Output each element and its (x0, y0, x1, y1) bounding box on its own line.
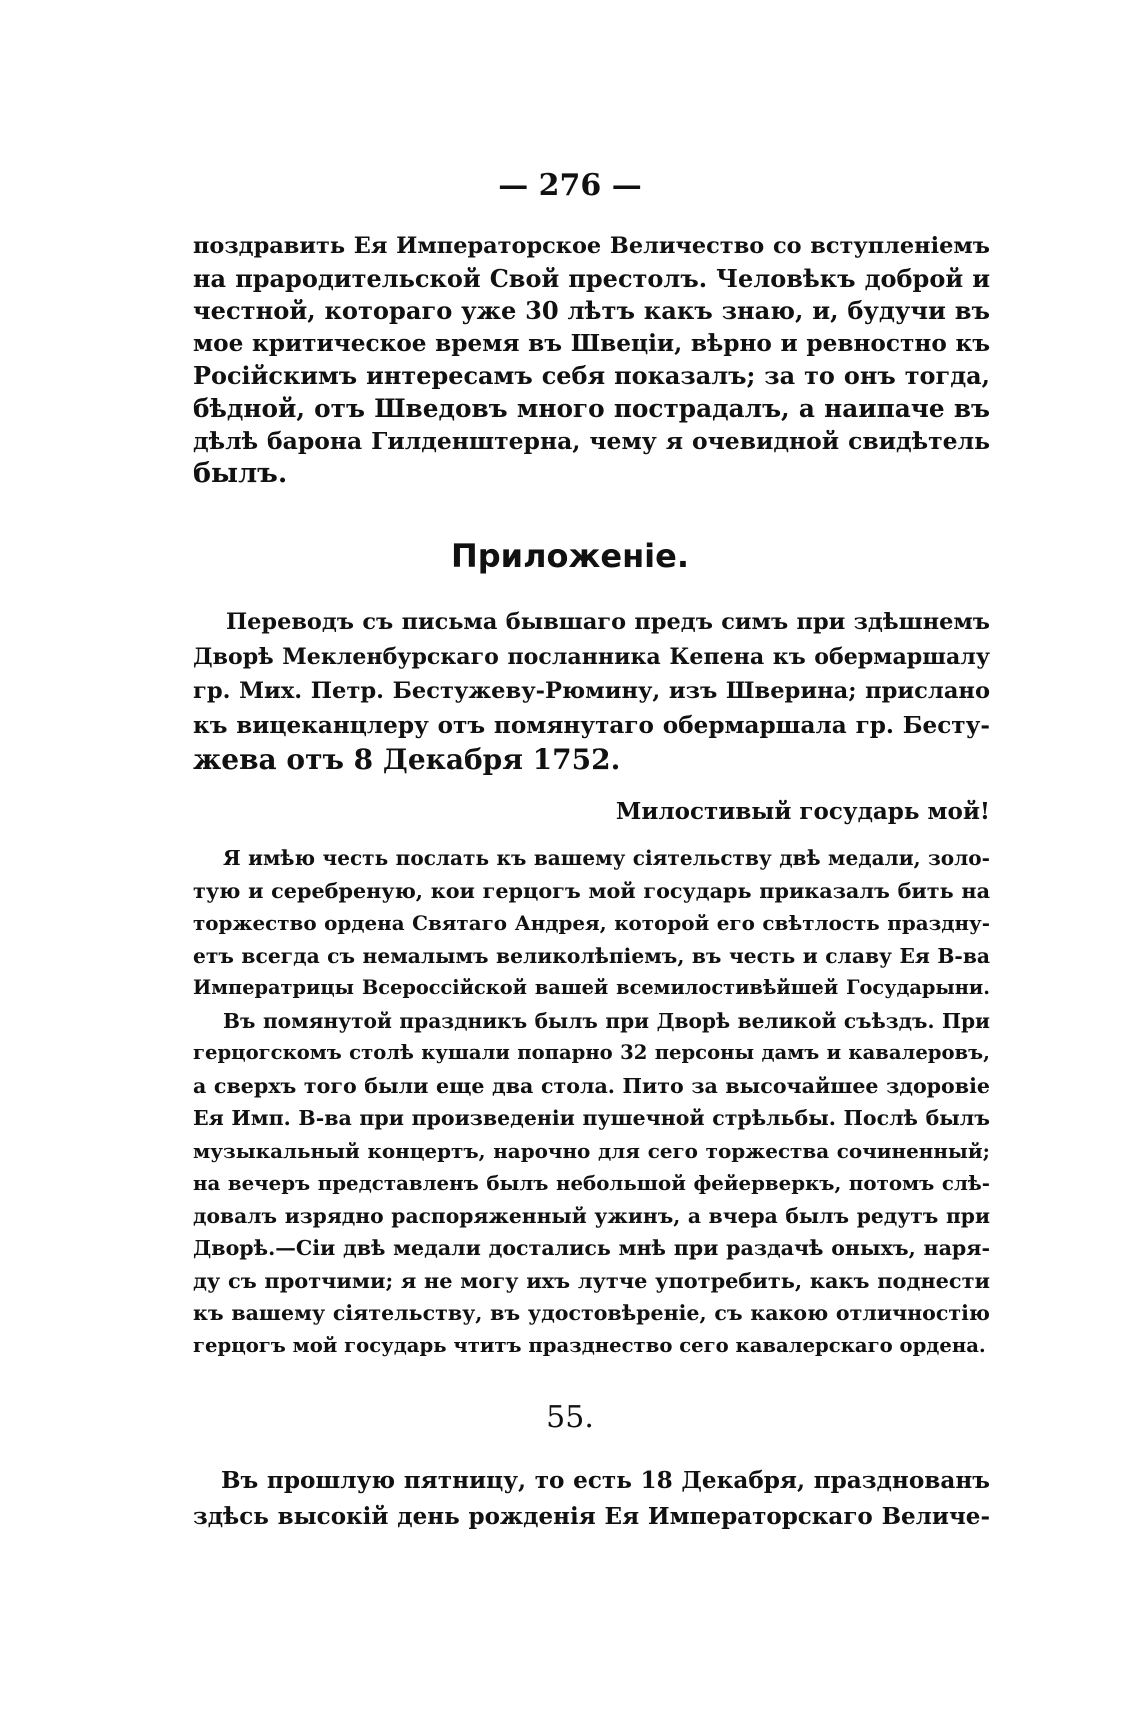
text-line: поздравить Ея Императорское Величество со вступленіемъ (193, 233, 990, 259)
letter-salutation (193, 797, 990, 827)
text-line: гр. Мих. Петр. Бестужеву-Рюмину, изъ Шверина; прислано (193, 678, 990, 704)
text-line: былъ. (193, 457, 288, 489)
text-line: Російскимъ интересамъ себя показалъ; за то онъ тогда, (193, 362, 990, 390)
letter-body (193, 842, 990, 1362)
text-line: Въ прошлую пятницу, то есть 18 Декабря, празднованъ (221, 1467, 990, 1494)
text-line: музыкальный концертъ, нарочно для сего торжества сочиненный; (193, 1138, 990, 1163)
text-line: етъ всегда съ немалымъ великолѣпіемъ, въ честь и славу Ея В-ва (193, 943, 990, 968)
text-line: Дворѣ Мекленбурскаго посланника Кепена къ обермаршалу (193, 643, 990, 670)
text-line: довалъ изрядно распоряженный ужинъ, а вчера былъ редутъ при (193, 1203, 990, 1228)
text-line: а сверхъ того были еще два стола. Пито за высочайшее здоровіе (193, 1073, 990, 1098)
text-line: Я имѣю честь послать къ вашему сіятельству двѣ медали, золо- (223, 846, 990, 870)
appendix-heading: Приложеніе. (450, 537, 689, 575)
salutation-line: Милостивый государь мой! (615, 798, 990, 825)
text-line: мое критическое время въ Швеціи, вѣрно и ревностно къ (193, 329, 990, 357)
text-line: бѣдной, отъ Шведовъ много пострадалъ, а наипаче въ (193, 393, 990, 423)
text-line: къ вицеканцлеру отъ помянутаго обермаршала гр. Бесту- (193, 711, 990, 739)
bottom-paragraph (193, 1463, 990, 1535)
text-line: торжество ордена Святаго Андрея, которой его свѣтлость праздну- (193, 911, 990, 935)
text-line: къ вашему сіятельству, въ удостовѣреніе, съ какою отличностію (193, 1301, 990, 1325)
text-line: жева отъ 8 Декабря 1752. (193, 743, 621, 776)
page-number: — 276 — (498, 168, 642, 203)
text-line: на прародительской Свой престолъ. Человѣкъ доброй и (193, 263, 990, 293)
text-line: на вечеръ представленъ былъ небольшой фейерверкъ, потомъ слѣ- (193, 1171, 990, 1195)
top-paragraph (193, 230, 990, 490)
text-line: Въ помянутой праздникъ былъ при Дворѣ великой съѣздъ. При (223, 1008, 990, 1033)
translation-intro (193, 605, 990, 778)
text-line: Императрицы Всероссійской вашей всемилостивѣйшей Государыни. (193, 976, 990, 999)
text-line: герцогъ мой государь чтитъ празднество сего кавалерскаго ордена. (193, 1333, 986, 1357)
text-line: Дворѣ.—Сіи двѣ медали достались мнѣ при раздачѣ оныхъ, наря- (193, 1236, 990, 1260)
text-line: честной, котораго уже 30 лѣтъ какъ знаю, и, будучи въ (193, 296, 990, 325)
section-number: 55. (546, 1400, 594, 1435)
text-line: Переводъ съ письма бывшаго предъ симъ при здѣшнемъ (226, 609, 990, 635)
text-line: герцогскомъ столѣ кушали попарно 32 персоны дамъ и кавалеровъ, (193, 1041, 990, 1064)
text-line: здѣсь высокій день рожденія Ея Императорскаго Величе- (193, 1503, 990, 1530)
text-line: Ея Имп. В-ва при произведеніи пушечной стрѣльбы. Послѣ былъ (193, 1106, 990, 1130)
text-line: тую и серебреную, кои герцогъ мой государь приказалъ бить на (193, 878, 990, 903)
text-line: ду съ протчими; я не могу ихъ лутче употребить, какъ поднести (193, 1267, 990, 1293)
text-line: дѣлѣ барона Гилденштерна, чему я очевидной свидѣтель (193, 427, 990, 455)
